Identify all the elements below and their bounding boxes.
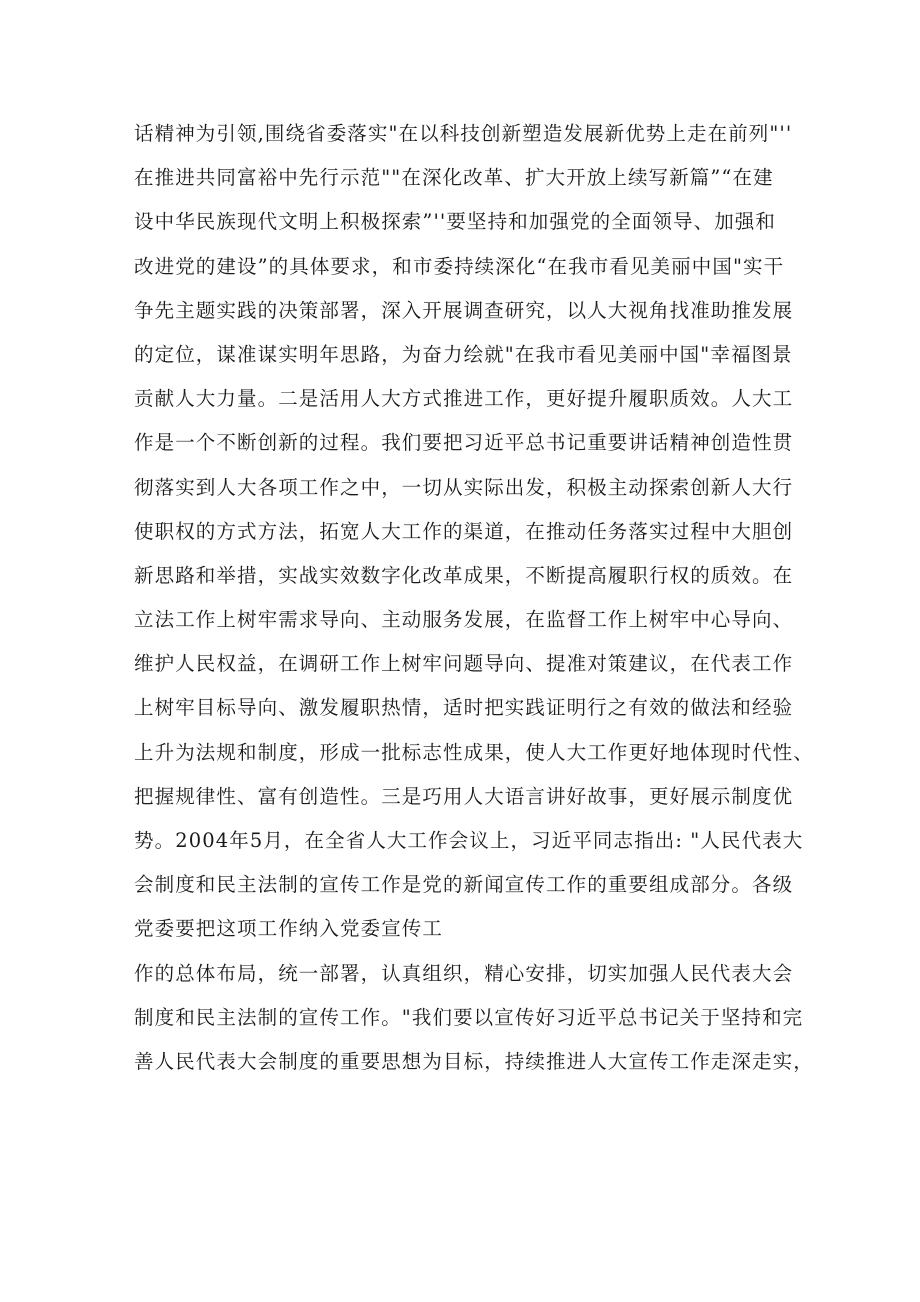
text-line: 上升为法规和制度，形成一批标志性成果，使人大工作更好地体现时代性、 bbox=[134, 740, 814, 764]
body-text bbox=[134, 112, 814, 1084]
text-line: 势。2004年5月，在全省人大工作会议上，习近平同志指出: "人民代表大 bbox=[134, 829, 804, 852]
text-line: 作是一个不断创新的过程。我们要把习近平总书记重要讲话精神创造性贯 bbox=[134, 431, 794, 455]
text-line: 在推进共同富裕中先行示范""在深化改革、扩大开放上续写新篇”“在建 bbox=[134, 166, 774, 190]
text-line: 立法工作上树牢需求导向、主动服务发展，在监督工作上树牢中心导向、 bbox=[134, 608, 794, 632]
text-line: 会制度和民主法制的宣传工作是党的新闻宣传工作的重要组成部分。各级 bbox=[134, 873, 794, 897]
text-line: 党委要把这项工作纳入党委宣传工 bbox=[134, 917, 444, 941]
text-line: 作的总体布局，统一部署，认真组织，精心安排，切实加强人民代表大会 bbox=[134, 961, 794, 985]
text-line: 把握规律性、富有创造性。三是巧用人大语言讲好故事，更好展示制度优 bbox=[134, 784, 794, 808]
text-line: 设中华民族现代文明上积极探索”''要坚持和加强党的全面领导、加强和 bbox=[134, 210, 776, 234]
text-line: 改进党的建设”的具体要求，和市委持续深化“在我市看见美丽中国"实干 bbox=[134, 254, 785, 278]
text-line: 使职权的方式方法，拓宽人大工作的渠道，在推动任务落实过程中大胆创 bbox=[134, 519, 794, 543]
text-line: 维护人民权益，在调研工作上树牢问题导向、提准对策建议，在代表工作 bbox=[134, 652, 794, 676]
text-line: 彻落实到人大各项工作之中，一切从实际出发，积极主动探索创新人大行 bbox=[134, 475, 794, 499]
text-line: 善人民代表大会制度的重要思想为目标，持续推进人大宣传工作走深走实， bbox=[134, 1049, 814, 1073]
text-line: 上树牢目标导向、激发履职热情，适时把实践证明行之有效的做法和经验 bbox=[134, 696, 794, 720]
text-line: 的定位，谋准谋实明年思路，为奋力绘就"在我市看见美丽中国"幸福图景 bbox=[134, 342, 793, 366]
text-line: 贡献人大力量。二是活用人大方式推进工作，更好提升履职质效。人大工 bbox=[134, 387, 794, 411]
text-line: 制度和民主法制的宣传工作。"我们要以宣传好习近平总书记关于坚持和完 bbox=[134, 1005, 804, 1029]
text-line: 话精神为引领,围绕省委落实"在以科技创新塑造发展新优势上走在前列"'' bbox=[134, 122, 793, 145]
text-line: 新思路和举措，实战实效数字化改革成果，不断提高履职行权的质效。在 bbox=[134, 563, 794, 587]
text-line: 争先主题实践的决策部署，深入开展调查研究，以人大视角找准助推发展 bbox=[134, 298, 794, 322]
